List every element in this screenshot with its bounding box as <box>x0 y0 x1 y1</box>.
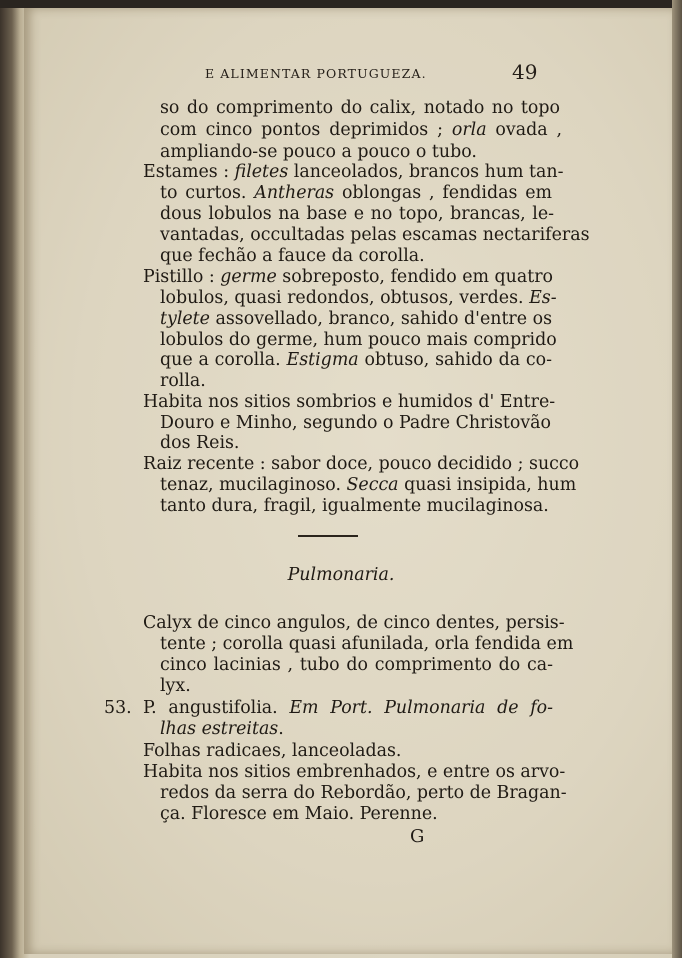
species-number: 53. <box>104 698 132 718</box>
page-number: 49 <box>512 60 538 84</box>
text-line: tanto dura, fragil, igualmente mucilaginosa. <box>160 496 549 516</box>
text-run: P. angustifolia. <box>143 698 290 718</box>
italic-term: lhas estreitas <box>160 719 279 739</box>
text-line: dous lobulos na base e no topo, brancas, le- <box>160 204 554 224</box>
text-line: lyx. <box>160 676 191 696</box>
page-edge <box>672 0 682 958</box>
text-run: Estames : <box>143 162 235 182</box>
text-line: so do comprimento do calix, notado no topo <box>160 98 560 118</box>
text-line: Calyx de cinco angulos, de cinco dentes, persis- <box>143 613 565 633</box>
text-run: Pistillo : <box>143 267 221 287</box>
text-line <box>160 475 577 496</box>
text-line <box>160 120 562 141</box>
italic-term: Estigma <box>286 350 359 370</box>
text-run: sobreposto, fendido em quatro <box>276 267 554 287</box>
section-rule <box>298 535 358 537</box>
italic-term: Secca <box>346 475 399 495</box>
text-line <box>160 309 552 330</box>
text-line <box>143 267 553 288</box>
italic-term: Es- <box>529 288 557 308</box>
italic-term: tylete <box>160 309 210 329</box>
text-line: dos Reis. <box>160 433 240 453</box>
text-line: ampliando-se pouco a pouco o tubo. <box>160 142 477 162</box>
text-line <box>143 698 553 719</box>
italic-term: Em Port. Pulmonaria de fo- <box>289 698 553 718</box>
text-line: cinco lacinias , tubo do comprimento do ca- <box>160 655 553 675</box>
text-line <box>160 719 284 740</box>
text-line: Douro e Minho, segundo o Padre Christovão <box>160 413 551 433</box>
text-run: tenaz, mucilaginoso. <box>160 475 347 495</box>
text-line <box>160 288 557 309</box>
text-line: redos da serra do Rebordão, perto de Bragan- <box>160 783 567 803</box>
text-line: rolla. <box>160 371 206 391</box>
genus-title: Pulmonaria. <box>287 565 395 585</box>
text-line <box>160 350 552 371</box>
text-run: lanceolados, brancos hum tan- <box>288 162 564 182</box>
text-line: Raiz recente : sabor doce, pouco decidido ; succo <box>143 454 580 474</box>
running-title: E ALIMENTAR PORTUGUEZA. <box>205 66 427 81</box>
text-line <box>160 183 552 204</box>
text-line: que fechão a fauce da corolla. <box>160 246 425 266</box>
text-line: ça. Floresce em Maio. Perenne. <box>160 804 438 824</box>
text-line: Habita nos sitios sombrios e humidos d' Entre- <box>143 392 556 412</box>
italic-term: filetes <box>234 162 289 182</box>
text-run: assovellado, branco, sahido d'entre os <box>209 309 552 329</box>
text-line: lobulos do germe, hum pouco mais comprido <box>160 330 557 350</box>
italic-term: germe <box>220 267 277 287</box>
text-line: vantadas, occultadas pelas escamas nectariferas <box>160 225 590 245</box>
text-run: quasi insipida, hum <box>398 475 577 495</box>
text-run: obtuso, sahido da co- <box>358 350 552 370</box>
text-line: Habita nos sitios embrenhados, e entre os arvo- <box>143 762 566 782</box>
text-run: que a corolla. <box>160 350 287 370</box>
text-line <box>143 162 564 183</box>
text-run: oblongas , fendidas em <box>334 183 553 203</box>
text-line: Folhas radicaes, lanceoladas. <box>143 741 402 761</box>
text-run: ovada , <box>486 120 563 140</box>
text-run: . <box>278 719 284 739</box>
signature-mark: G <box>410 826 425 847</box>
italic-term: Antheras <box>254 183 335 203</box>
italic-term: orla <box>451 120 487 140</box>
text-line: tente ; corolla quasi afunilada, orla fendida em <box>160 634 574 654</box>
scan-border <box>0 0 682 8</box>
text-run: lobulos, quasi redondos, obtusos, verdes. <box>160 288 530 308</box>
text-run: com cinco pontos deprimidos ; <box>160 120 452 140</box>
text-run: to curtos. <box>160 183 255 203</box>
